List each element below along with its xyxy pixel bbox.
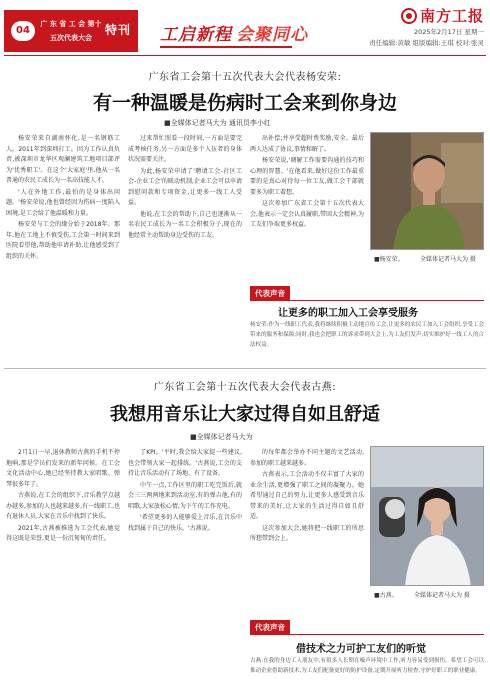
article2-byline: ■全媒体记者马大为 [190,433,253,441]
paragraph: 2月1日一早,退休教师古燕的手机不停地响,那是学员们发来的新年问候。在工会文化活动中心,她已经坚持教大家唱歌、弹琴很多年了。 [6,449,120,488]
section-rule [250,634,484,635]
column-name: 广 东 省 工 会 第十五次代表大会 [40,20,102,42]
page-header [0,0,490,56]
theme-banner [160,16,308,48]
theme-underline [160,46,292,48]
page-label-block [4,10,138,52]
paragraph: 出补偿;并享受超时费奖励,安全。最后两人达成了协议,事情和解了。 [250,135,364,153]
page-number: 04 [11,21,35,41]
article1-column-1 [6,134,120,360]
paragraph: 这次参加大会,她将把一线职工的所思所想带到会上。 [250,524,364,542]
paragraph: 这次参加广东省工会第十五次代表大会,他表示一定会认真履职,带回大会精神,为工友们争取更多权益。 [250,200,364,228]
article2-column-2 [128,448,242,686]
article1-photo [370,132,484,250]
paragraph: 杨安荣说,'调解工作需要沟通的技巧和心理的智慧。'在他看来,做好这份工作最重要的是真心对待每一位工友,做工会干部就要多为职工着想。 [250,157,364,196]
paragraph: 2021年,古燕被推选为工会代表,她觉得这既是荣誉,更是一份沉甸甸的责任。 [6,524,120,542]
paragraph: 杨安荣与工会的缘分始于2018年。那年,他在工地上不慎受伤,工会第一时间来到医院看望他,帮助他申请补助,让他感受到了组织的关怀。 [6,221,120,260]
paragraph: 古燕表示,工会活动不仅丰富了大家的业余生活,更增强了职工之间的凝聚力。她希望通过自己的努力,让更多人感受到音乐带来的美好,让大家的生活过得自如且舒适。 [250,471,364,520]
article2-kicker: 广东省工会第十五次代表大会代表古燕: [153,382,337,393]
theme-part-a: 工启新程 [160,24,232,45]
portrait-illustration [371,447,484,586]
header-rule [4,55,486,56]
paragraph: 为此,杨安荣申请了'聘请工会-社区工会-企业工会'的联动机制,企业工会可以申请到慰问款和专项资金,让更多一线工人受益。 [128,167,242,206]
paragraph: 中午一点,工作区里的职工吃完饭后,就会三三两两地来到活动室,有的弹吉他,有的唱歌,大家放松心情,为下午的工作充电。 [128,481,242,510]
article2-photo-caption: ■古燕。 [374,592,398,599]
portrait-illustration [371,133,484,250]
article2-headline: 我想用音乐让大家过得自如且舒适 [110,404,380,425]
article1-column-2 [128,134,242,360]
article1-photo-credit: 全媒体记者马大为 摄 [420,256,476,263]
article1-headline: 有一种温暖是伤病时工会来到你身边 [92,92,397,114]
theme-part-b: 会聚同心 [236,24,308,45]
article2-quote-title: 借技术之力可护工友们的听觉 [296,644,426,655]
article1-quote-text: 杨安荣:作为一线职工代表,我将继续积极主动地宣传工会,让更多的农民工加入工会组织,享受工会带来的服务和保障;同时,我也会把职工的诉求带到大会上,为工友们发声,切实维护好一线工人的合法权益。 [250,322,484,348]
article1-kicker: 广东省工会第十五次代表大会代表杨安荣: [148,72,342,83]
article1-column-3 [250,134,364,254]
article2-photo-credit: 全媒体记者马大为 摄 [414,592,470,599]
article2-quote-text: 古燕:在我的身边工人朋友中,有很多人长期在噪声环境中工作,听力容易受到损伤。希望工会可以推动企业借助新技术,为工友们配备更好的防护设备,定期开展听力检查,守护好职工的职业健康。 [250,658,484,674]
logo-emblem-icon [401,8,417,24]
article1-quote-title: 让更多的职工加入工会享受服务 [278,308,418,319]
section-rule [250,300,484,301]
paragraph: 杨安荣来自湖南怀化,是一名钢筋工人。2011年到深圳打工。因为工作认真负责,被深圳市龙华区观澜建筑工地项目部评为'优秀职工'。在这个'大家庭'里,他从一名普通的农民工成长为一名高技能人才。 [6,135,120,184]
paragraph: 过来帮忙照看一段时间,一方面是要完成考核任务,另一方面是多个入伍者的身体状况需要关注。 [128,135,242,163]
article2-section-tag: 代表声音 [250,620,290,635]
article2-column-1 [6,448,120,686]
article-separator [4,368,486,369]
article2-column-3 [250,448,364,588]
article1-section-tag: 代表声音 [250,286,290,301]
editor-credits: 责任编辑:黄敏 组版编辑:王琪 校对:张灵 [369,39,484,47]
paragraph: 的每年都会举办不同主题的文艺活动,参加的职工越来越多。 [250,449,364,467]
article1-byline: ■全媒体记者马大为 通讯员李小红 [164,119,271,127]
paragraph: 古燕说,在工会的组织下,音乐教学点越办越多,参加的人也越来越多,有一线职工,也有退休人员,大家在音乐中找到了快乐。 [6,492,120,520]
issue-date: 2025年2月17日 星期一 [413,28,484,36]
article1-photo-caption: ■杨安荣。 [374,256,404,263]
masthead-logo [401,5,484,26]
logo-text: 南方工报 [419,7,484,25]
paragraph: 他说,在工会的帮助下,自己也逐渐从一名农民工成长为一名工会积极分子,现在的他经常主动帮助身边受伤的工友。 [128,210,242,239]
paragraph: '人在外地工作,最怕的是身体出问题。'杨安荣说,他也曾经因为伤病一度陷入困境,是工会给了他温暖和力量。 [6,188,120,217]
special-label: 特刊 [105,23,132,37]
paragraph: 了KPI。'平时,我会给大家提一些建议,也会带领大家一起排练。'古燕说,工会的支持让音乐活动有了场地、有了设备。 [128,449,242,477]
paragraph: '希望更多的人能够爱上音乐,在音乐中找到属于自己的快乐。'古燕说。 [128,514,242,532]
article2-photo [370,446,484,586]
